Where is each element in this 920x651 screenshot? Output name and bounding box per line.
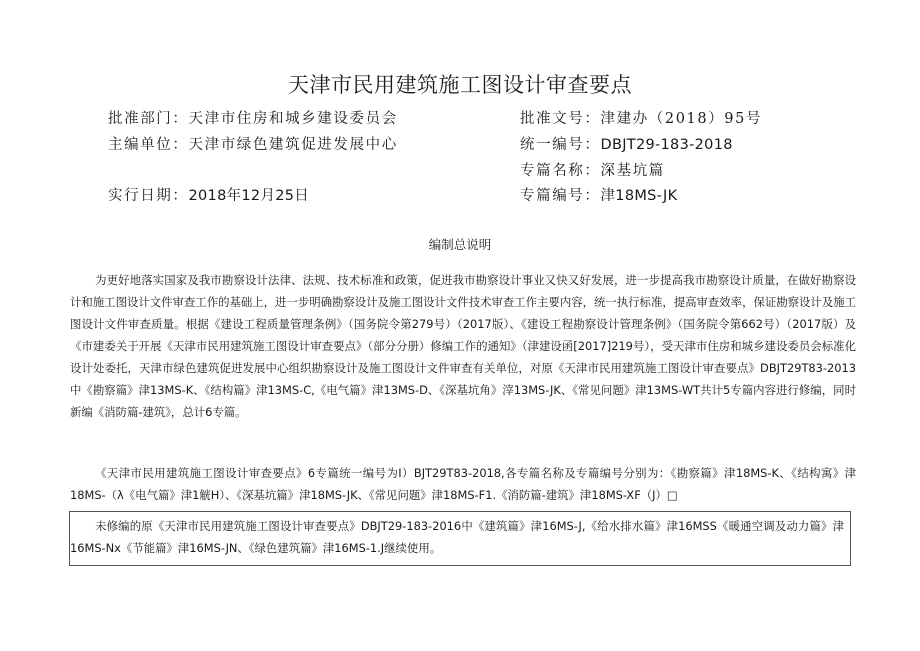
meta-special-name — [520, 161, 665, 181]
meta-editor-unit — [108, 135, 398, 155]
meta-label: 专篇编号： — [520, 188, 601, 204]
meta-effective-date — [108, 186, 309, 206]
paragraph-unrevised: 未修编的原《天津市民用建筑施工图设计审查要点》DBJT29-183-2016中《建筑篇》津16MS-J,《给水排水篇》津16MSS《暖通空调及动力篇》津16MS-Nx《节能篇》津16MS-JN、《绿色建筑篇》津16MS-1.J继续使用。 — [70, 519, 844, 555]
meta-label: 实行日期： — [108, 188, 189, 204]
paragraph-intro: 为更好地落实国家及我市勘察设计法律、法规、技术标准和政策，促进我市勘察设计事业又快又好发展，进一步提高我市勘察设计质量，在做好勘察设计和施工图设计文件审查工作的基础上，进一步明确勘察设计及施工图设计文件技术审查工作主要内容，统一执行标准，提高审查效率，保证勘察设计及施工图设计文件审查质量。根据《建设工程质量管理条例》（国务院令第279号）（2017版）、《建设工程勘察设计管理条例》（国务院令第662号）（2017版）及《市建委关于开展《天津市民用建筑施工图设计审查要点》（部分分册）修编工作的通知》（津建设函[2017]219号），受天津市住房和城乡建设委员会标准化设计处委托，天津市绿色建筑促进发展中心组织勘察设计及施工图设计文件审查有关单位，对原《天津市民用建筑施工图设计审查要点》DBJT29T83-2013中《勘察篇》津13MS-K、《结构篇》津13MS-C,《电气篇》津13MS-D、《深基坑角》滓13MS-JK、《常见问题》津13MS-WT共计5专篇内容进行修编，同时新编《消防篇-建筑》，总计6专篇。 — [70, 273, 856, 419]
meta-label: 专篇名称： — [520, 163, 601, 179]
meta-label: 批准部门： — [108, 111, 189, 127]
meta-approval-dept — [108, 109, 398, 129]
meta-approval-doc — [520, 109, 762, 129]
meta-label: 主编单位： — [108, 137, 189, 153]
paragraph-numbering: 《天津市民用建筑施工图设计审查要点》6专篇统一编号为I）BJT29T83-2018,各专篇名称及专篇编号分别为：《勘察篇》津18MS-K、《结构寓》津18MS-（λ《电气篇》津1觥H）、《深基坑篇》津18MS-JK、《常见问题》津18MS-F1.《消防篇-建筑》津18MS-XF（J）□ — [70, 466, 856, 502]
meta-value: 津18MS-JK — [600, 188, 678, 204]
meta-value: 2018年12月25日 — [188, 188, 310, 204]
meta-label: 批准文号： — [520, 111, 601, 127]
meta-value: DBJT29-183-2018 — [600, 137, 733, 153]
meta-value: 津建办（2018）95号 — [600, 111, 763, 127]
meta-special-no — [520, 186, 677, 206]
meta-value: 天津市住房和城乡建设委员会 — [188, 111, 398, 127]
meta-value: 天津市绿色建筑促进发展中心 — [188, 137, 398, 153]
meta-value: 深基坑篇 — [600, 163, 665, 179]
page-title: 天津市民用建筑施工图设计审查要点 — [288, 73, 632, 97]
meta-label: 统一编号： — [520, 137, 601, 153]
meta-unified-no — [520, 135, 733, 155]
section-heading: 编制总说明 — [428, 237, 492, 252]
